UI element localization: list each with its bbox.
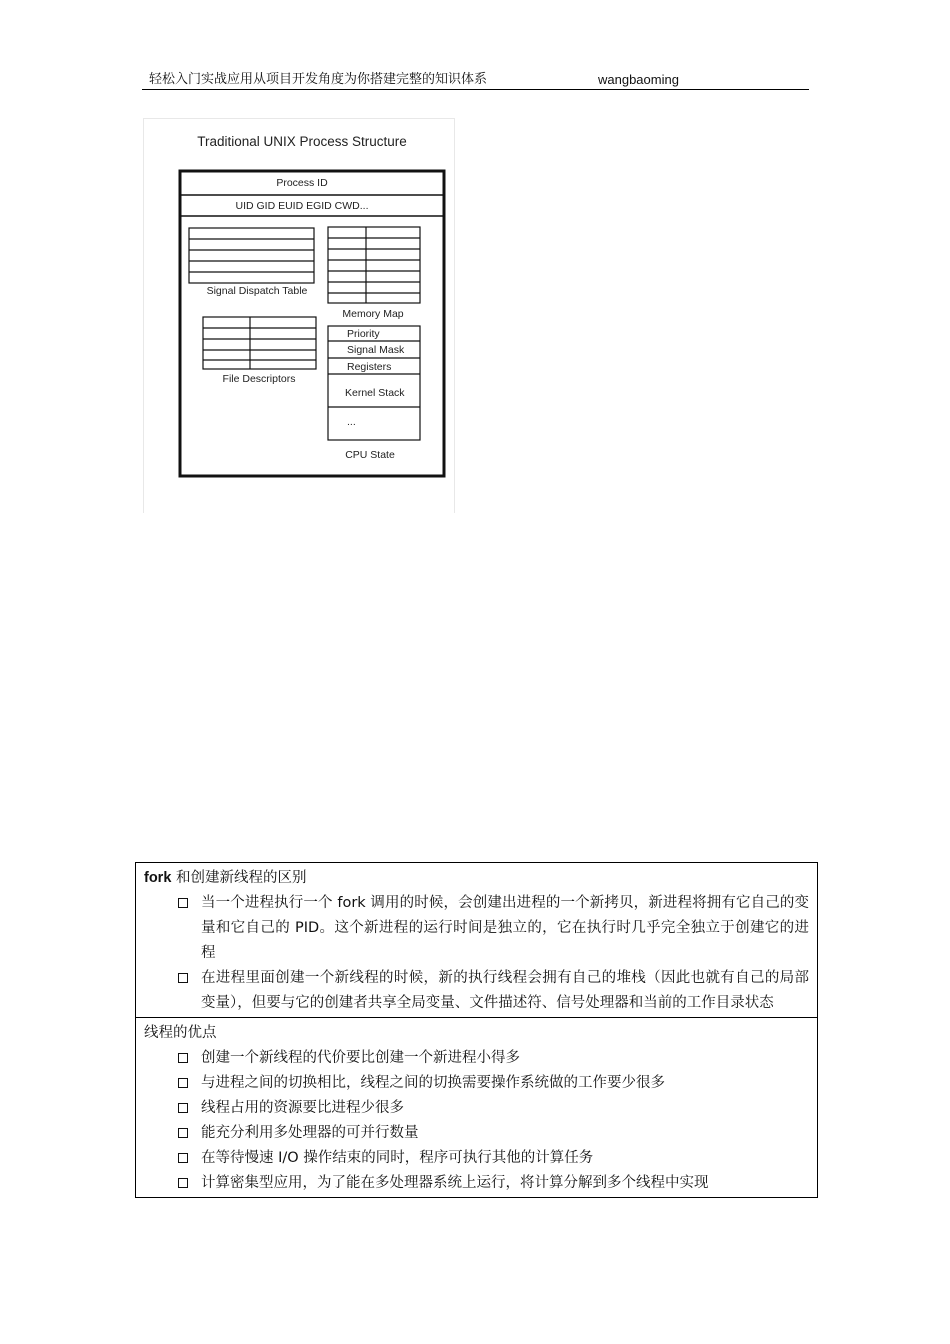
bullet-list bbox=[144, 1046, 809, 1196]
process-structure-diagram bbox=[144, 119, 454, 513]
checkbox-bullet-icon bbox=[178, 1128, 188, 1138]
figure-title: Traditional UNIX Process Structure bbox=[197, 134, 407, 149]
bullet-list bbox=[144, 891, 809, 1016]
list-item-text: 在进程里面创建一个新线程的时候，新的执行线程会拥有自己的堆栈（因此也就有自己的局部变量），但要与它的创建者共享全局变量、文件描述符、信号处理器和当前的工作目录状态 bbox=[201, 970, 809, 1011]
cpu-state-label: CPU State bbox=[345, 449, 395, 461]
list-item-text: 线程占用的资源要比进程少很多 bbox=[201, 1100, 404, 1116]
list-item bbox=[201, 1171, 809, 1196]
section-thread-advantages bbox=[136, 1017, 817, 1197]
checkbox-bullet-icon bbox=[178, 1103, 188, 1113]
section-title-text: 和创建新线程的区别 bbox=[171, 870, 307, 886]
checkbox-bullet-icon bbox=[178, 1053, 188, 1063]
list-item bbox=[201, 1071, 809, 1096]
section-fork-vs-thread bbox=[136, 863, 817, 1017]
page-header bbox=[142, 72, 809, 90]
process-structure-figure bbox=[143, 118, 455, 513]
list-item bbox=[201, 891, 809, 966]
checkbox-bullet-icon bbox=[178, 1178, 188, 1188]
checkbox-bullet-icon bbox=[178, 1078, 188, 1088]
checkbox-bullet-icon bbox=[178, 1153, 188, 1163]
section-title bbox=[144, 866, 809, 891]
list-item-text: 与进程之间的切换相比，线程之间的切换需要操作系统做的工作要少很多 bbox=[201, 1075, 665, 1091]
notes-table bbox=[135, 862, 818, 1198]
signal-dispatch-table bbox=[189, 228, 314, 283]
list-item-text: 计算密集型应用，为了能在多处理器系统上运行，将计算分解到多个线程中实现 bbox=[201, 1175, 709, 1191]
list-item bbox=[201, 1121, 809, 1146]
checkbox-bullet-icon bbox=[178, 973, 188, 983]
list-item-text: 当一个进程执行一个 fork 调用的时候，会创建出进程的一个新拷贝，新进程将拥有它自己的变量和它自己的 PID。这个新进程的运行时间是独立的，它在执行时几乎完全独立于创建它的进程 bbox=[201, 895, 809, 961]
ids-label: UID GID EUID EGID CWD... bbox=[235, 200, 369, 212]
list-item-text: 创建一个新线程的代价要比创建一个新进程小得多 bbox=[201, 1050, 520, 1066]
checkbox-bullet-icon bbox=[178, 898, 188, 908]
list-item bbox=[201, 1096, 809, 1121]
list-item-text: 能充分利用多处理器的可并行数量 bbox=[201, 1125, 419, 1141]
cpu-row-ellipsis: ... bbox=[347, 416, 356, 428]
file-descriptors-table bbox=[203, 317, 316, 369]
signal-dispatch-table-label: Signal Dispatch Table bbox=[206, 285, 308, 297]
section-title bbox=[144, 1021, 809, 1046]
cpu-row-signal-mask: Signal Mask bbox=[347, 344, 405, 356]
cpu-row-kernel-stack: Kernel Stack bbox=[345, 387, 405, 399]
file-descriptors-label: File Descriptors bbox=[222, 373, 296, 385]
cpu-row-priority: Priority bbox=[347, 328, 380, 340]
section-title-bold: fork bbox=[144, 870, 172, 886]
list-item bbox=[201, 1046, 809, 1071]
list-item-text: 在等待慢速 I/O 操作结束的同时，程序可执行其他的计算任务 bbox=[201, 1150, 594, 1166]
memory-map bbox=[328, 227, 420, 303]
memory-map-label: Memory Map bbox=[342, 308, 404, 320]
header-title: 轻松入门实战应用从项目开发角度为你搭建完整的知识体系 bbox=[149, 72, 488, 87]
cpu-row-registers: Registers bbox=[347, 361, 392, 373]
process-id-label: Process ID bbox=[276, 177, 328, 189]
header-author: wangbaoming bbox=[598, 72, 679, 87]
list-item bbox=[201, 1146, 809, 1171]
list-item bbox=[201, 966, 809, 1016]
section-title-text: 线程的优点 bbox=[144, 1025, 217, 1041]
